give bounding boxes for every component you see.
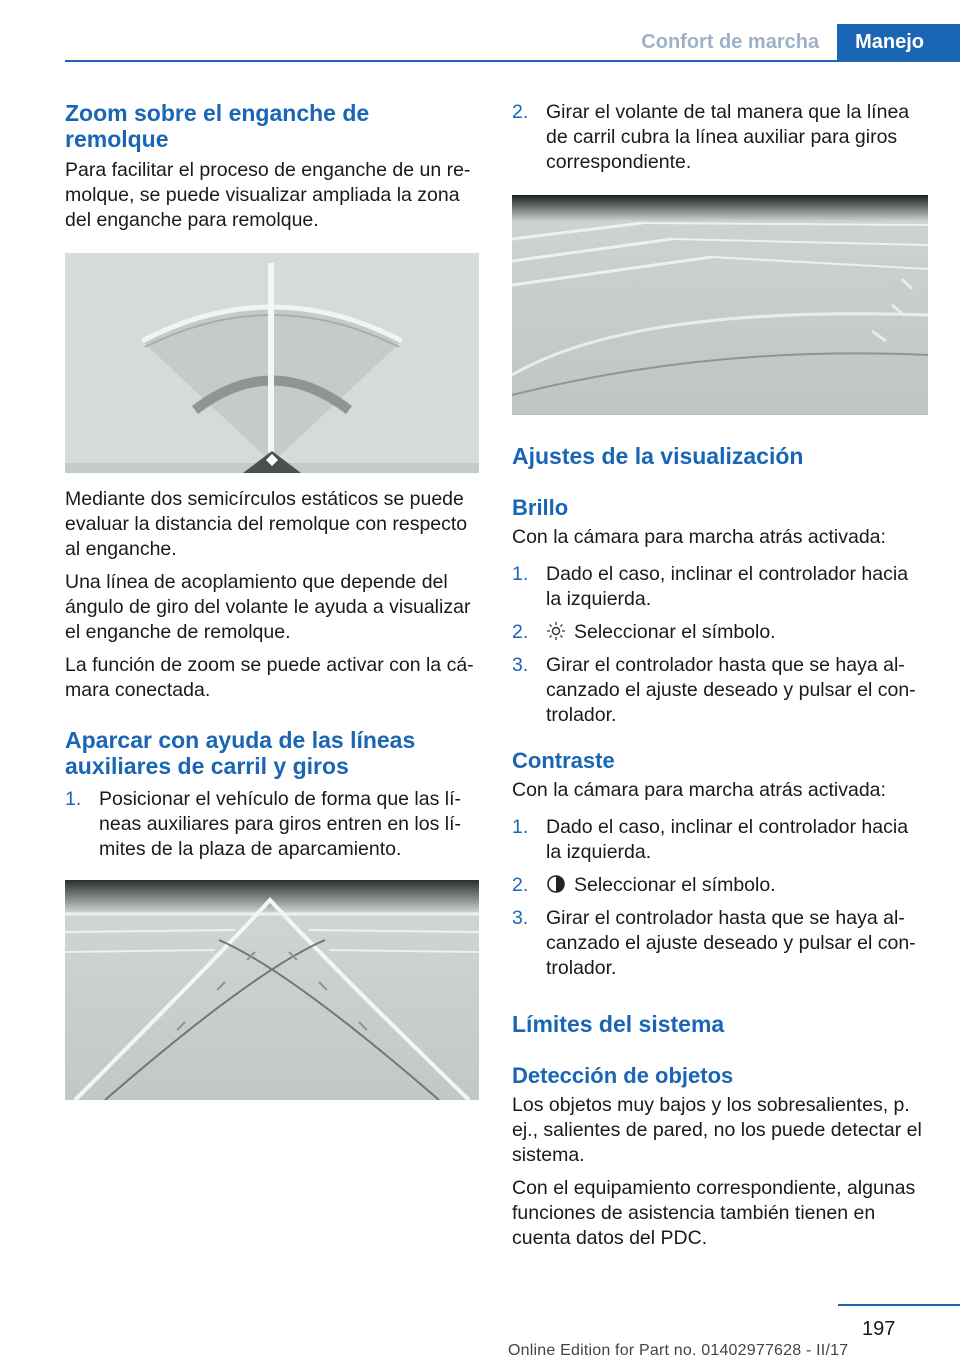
step-text: Seleccionar el símbolo. [574,621,776,643]
park-steps [65,787,479,862]
detect-heading: Detección de objetos [512,1063,734,1088]
step-number: 1. [512,563,529,585]
step-text: Posicionar el vehículo de forma que las lí‐ neas auxiliares para giros entren en los lí‐ mites de la plaza de aparcamiento. [99,788,462,860]
step-text: Dado el caso, inclinar el controlador hacia la izquierda. [546,816,909,863]
zoom-intro: Para facilitar el proceso de enganche de un re‐ molque, se puede visualizar ampliada la zona del enganche para remolque. [65,159,471,231]
step-number: 1. [512,816,529,838]
step-text: Girar el volante de tal manera que la línea de carril cubra la línea auxiliar para giros correspondiente. [546,101,910,173]
header-section: Confort de marcha [641,31,820,53]
left-column [65,100,479,1100]
list-item [512,906,928,981]
step-text: Girar el controlador hasta que se haya al‐ canzado el ajuste deseado y pulsar el con‐ trolador. [546,907,916,979]
running-header [641,24,960,60]
step-text: Seleccionar el símbolo. [574,874,776,896]
lane-line-figure [512,195,928,415]
sun-icon [546,621,566,641]
list-item [512,100,928,175]
zoom-paragraph-2: Una línea de acoplamiento que depende del ángulo de giro del volante le ayuda a visualizar el enganche de remolque. [65,571,471,643]
brightness-steps [512,562,928,728]
contrast-steps [512,815,928,981]
hitch-zoom-figure [65,253,479,473]
display-heading: Ajustes de la visualización [512,443,804,469]
step-text-wrap [546,620,928,645]
step-text-wrap [546,873,928,898]
list-item [512,873,928,898]
step-number: 3. [512,654,529,676]
page-number: 197 [862,1318,896,1340]
edition-line: Online Edition for Part no. 01402977628 - II/17 [508,1342,849,1359]
detect-paragraph-2: Con el equipamiento correspondiente, algunas funciones de asistencia también tienen en cuenta datos del PDC. [512,1177,916,1249]
limits-heading: Límites del sistema [512,1011,725,1037]
contrast-intro: Con la cámara para marcha atrás activada: [512,779,886,801]
list-item [65,787,479,862]
step-number: 1. [65,788,82,810]
step-number: 2. [512,621,529,643]
footer-rule [838,1304,960,1306]
list-item [512,620,928,645]
brightness-intro: Con la cámara para marcha atrás activada: [512,526,886,548]
park-steps-continued [512,100,928,175]
step-number: 3. [512,907,529,929]
list-item [512,815,928,865]
step-text: Girar el controlador hasta que se haya al‐ canzado el ajuste deseado y pulsar el con‐ trolador. [546,654,916,726]
contrast-icon [546,874,566,894]
zoom-paragraph-1: Mediante dos semicírculos estáticos se puede evaluar la distancia del remolque con respecto al enganche. [65,488,468,560]
park-heading: Aparcar con ayuda de las líneas auxiliares de carril y giros [65,727,416,779]
list-item [512,562,928,612]
list-item [512,653,928,728]
brightness-heading: Brillo [512,495,569,520]
zoom-heading: Zoom sobre el enganche de remolque [65,100,370,152]
header-chapter-tab: Manejo [837,24,960,60]
contrast-heading: Contraste [512,748,615,773]
step-number: 2. [512,874,529,896]
header-rule [65,60,960,62]
step-text: Dado el caso, inclinar el controlador hacia la izquierda. [546,563,909,610]
right-column [512,100,928,1251]
step-number: 2. [512,101,529,123]
zoom-paragraph-3: La función de zoom se puede activar con la cá‐ mara conectada. [65,654,474,701]
detect-paragraph-1: Los objetos muy bajos y los sobresalientes, p. ej., salientes de pared, no los puede detectar el sistema. [512,1094,922,1166]
turning-lines-figure [65,880,479,1100]
